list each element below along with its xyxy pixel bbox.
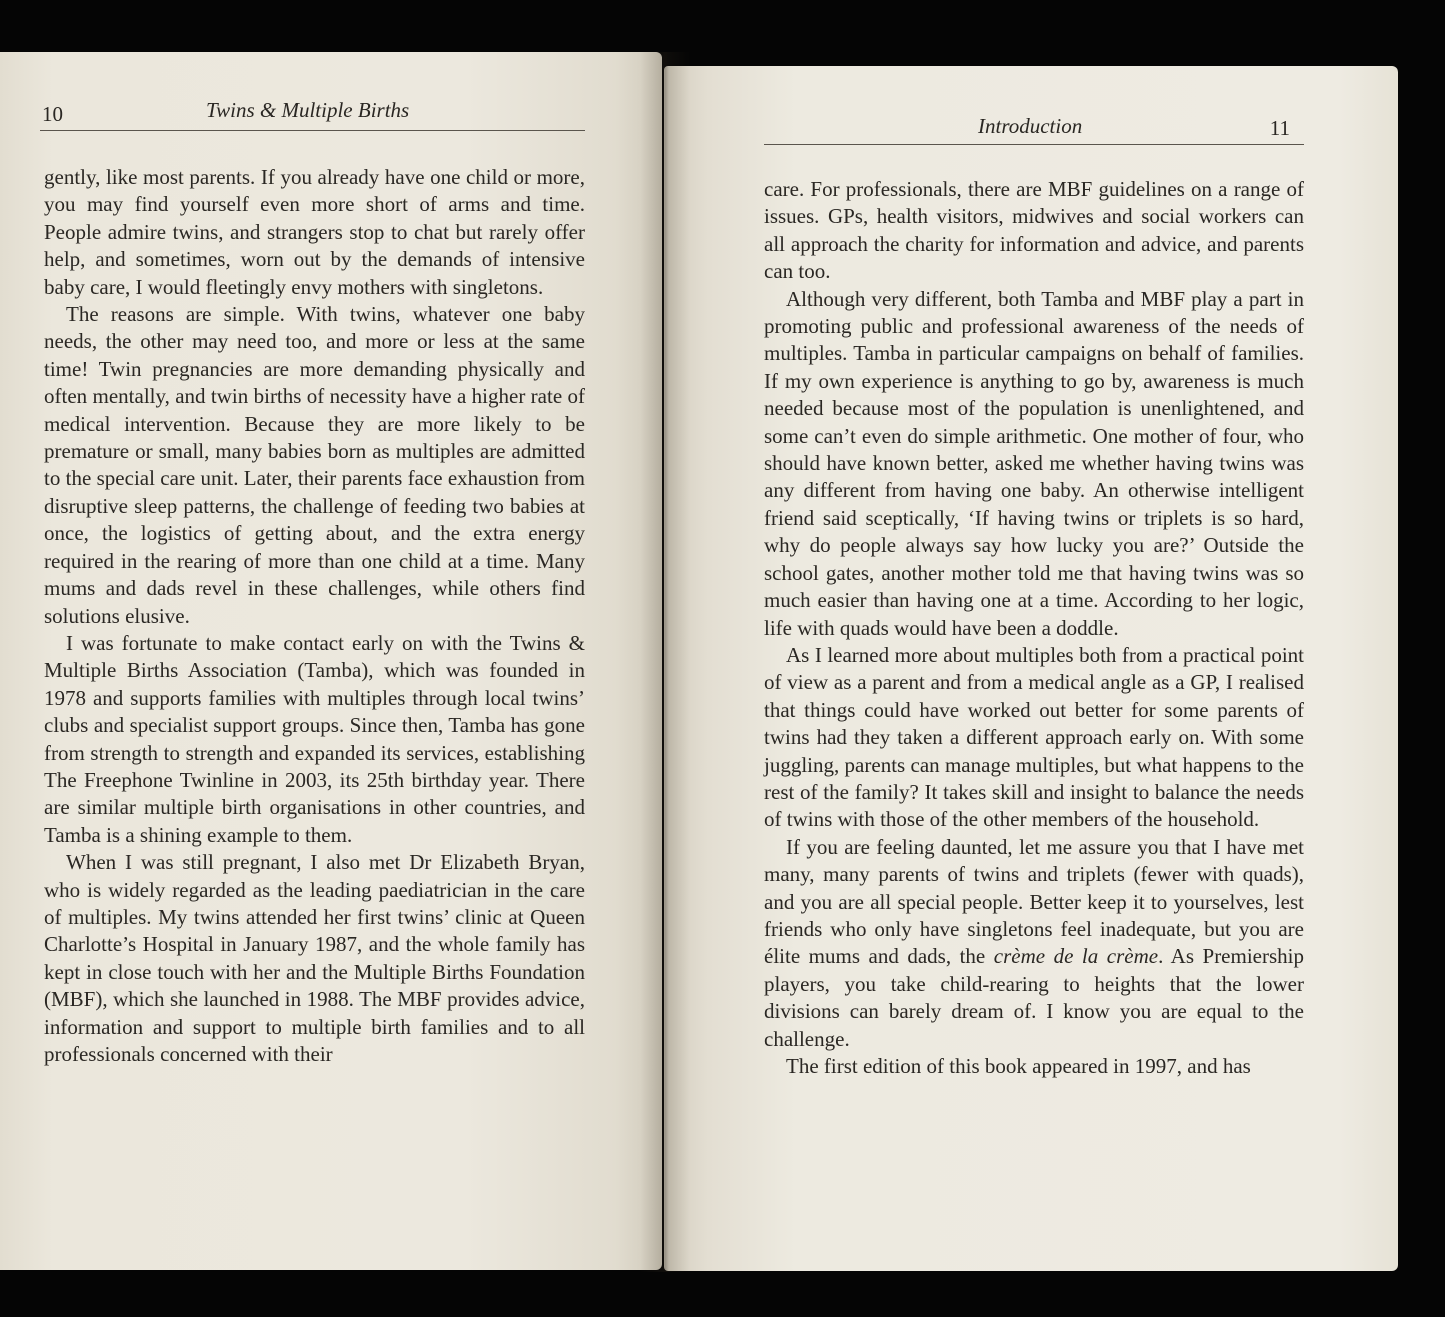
paragraph-text: If you are feeling daunted, let me assure you that I have met many, many parents of twins and triplets (fewer with quads), and you are all special people. Better keep it to yourselves, lest friends who only have singletons feel inadequate, but you are élite mums and dads, the	[764, 834, 1304, 969]
left-page-header	[40, 98, 585, 131]
paragraph: The reasons are simple. With twins, whatever one baby needs, the other may need too, and more or less at the same time! Twin pregnancies are more demanding physically and often mentally, and twin births of necessity have a higher rate of medical intervention. Because they are more likely to be premature or small, many babies born as multiples are admitted to the special care unit. Later, their parents face exhaustion from disruptive sleep patterns, the challenge of feeding two babies at once, the logistics of getting about, and the extra energy required in the rearing of more than one child at a time. Many mums and dads revel in these challenges, while others find solutions elusive.	[44, 302, 585, 628]
right-page-header	[764, 112, 1304, 145]
left-running-title: Twins & Multiple Births	[206, 98, 410, 122]
paragraph	[764, 834, 1304, 1053]
right-page-number: 11	[1269, 116, 1290, 140]
left-page	[0, 52, 662, 1270]
right-page	[664, 66, 1398, 1271]
paragraph: Although very different, both Tamba and MBF play a part in promoting public and professional awareness of the needs of multiples. Tamba in particular campaigns on behalf of families. If my own experience is anything to go by, awareness is much needed because most of the population is unenlightened, and some can’t even do simple arithmetic. One mother of four, who should have known better, asked me whether having twins was any different from having one baby. An otherwise intelligent friend said sceptically, ‘If having twins or triplets is so hard, why do people always say how lucky you are?’ Outside the school gates, another mother told me that having twins was so much easier than having one at a time. According to her logic, life with quads would have been a doddle.	[764, 286, 1304, 640]
italic-phrase: crème de la crème	[993, 944, 1159, 969]
left-page-body	[44, 164, 585, 1068]
paragraph: As I learned more about multiples both from a practical point of view as a parent and from a medical angle as a GP, I realised that things could have worked out better for some parents of twins had they taken a different approach early on. With some juggling, parents can manage multiples, but what happens to the rest of the family? It takes skill and insight to balance the needs of twins with those of the other members of the household.	[764, 642, 1304, 832]
right-running-title: Introduction	[978, 114, 1083, 138]
paragraph: When I was still pregnant, I also met Dr Elizabeth Bryan, who is widely regarded as the leading paediatrician in the care of multiples. My twins attended her first twins’ clinic at Queen Charlotte’s Hospital in January 1987, and the whole family has kept in close touch with her and the Multiple Births Foundation (MBF), which she launched in 1988. The MBF provides advice, information and support to multiple birth families and to all professionals concerned with their	[44, 850, 585, 1066]
paragraph: care. For professionals, there are MBF guidelines on a range of issues. GPs, health visitors, midwives and social workers can all approach the charity for information and advice, and parents can too.	[764, 177, 1304, 284]
paragraph: gently, like most parents. If you already have one child or more, you may find yourself even more short of arms and time. People admire twins, and strangers stop to chat but rarely offer help, and sometimes, worn out by the demands of intensive baby care, I would fleetingly envy mothers with singletons.	[44, 165, 585, 299]
left-page-number: 10	[42, 102, 63, 126]
paragraph: The first edition of this book appeared in 1997, and has	[786, 1054, 1251, 1078]
paragraph: I was fortunate to make contact early on with the Twins & Multiple Births Association (Tamba), which was founded in 1978 and supports families with multiples through local twins’ clubs and specialist support groups. Since then, Tamba has gone from strength to strength and expanded its services, establishing The Freephone Twinline in 2003, its 25th birthday year. There are similar multiple birth organisations in other countries, and Tamba is a shining example to them.	[44, 630, 585, 847]
right-page-body	[764, 176, 1304, 1080]
paragraph-text: . As Premiership players, you take child-rearing to heights that the lower divisions can barely dream of. I know you are equal to the challenge.	[764, 944, 1304, 1051]
